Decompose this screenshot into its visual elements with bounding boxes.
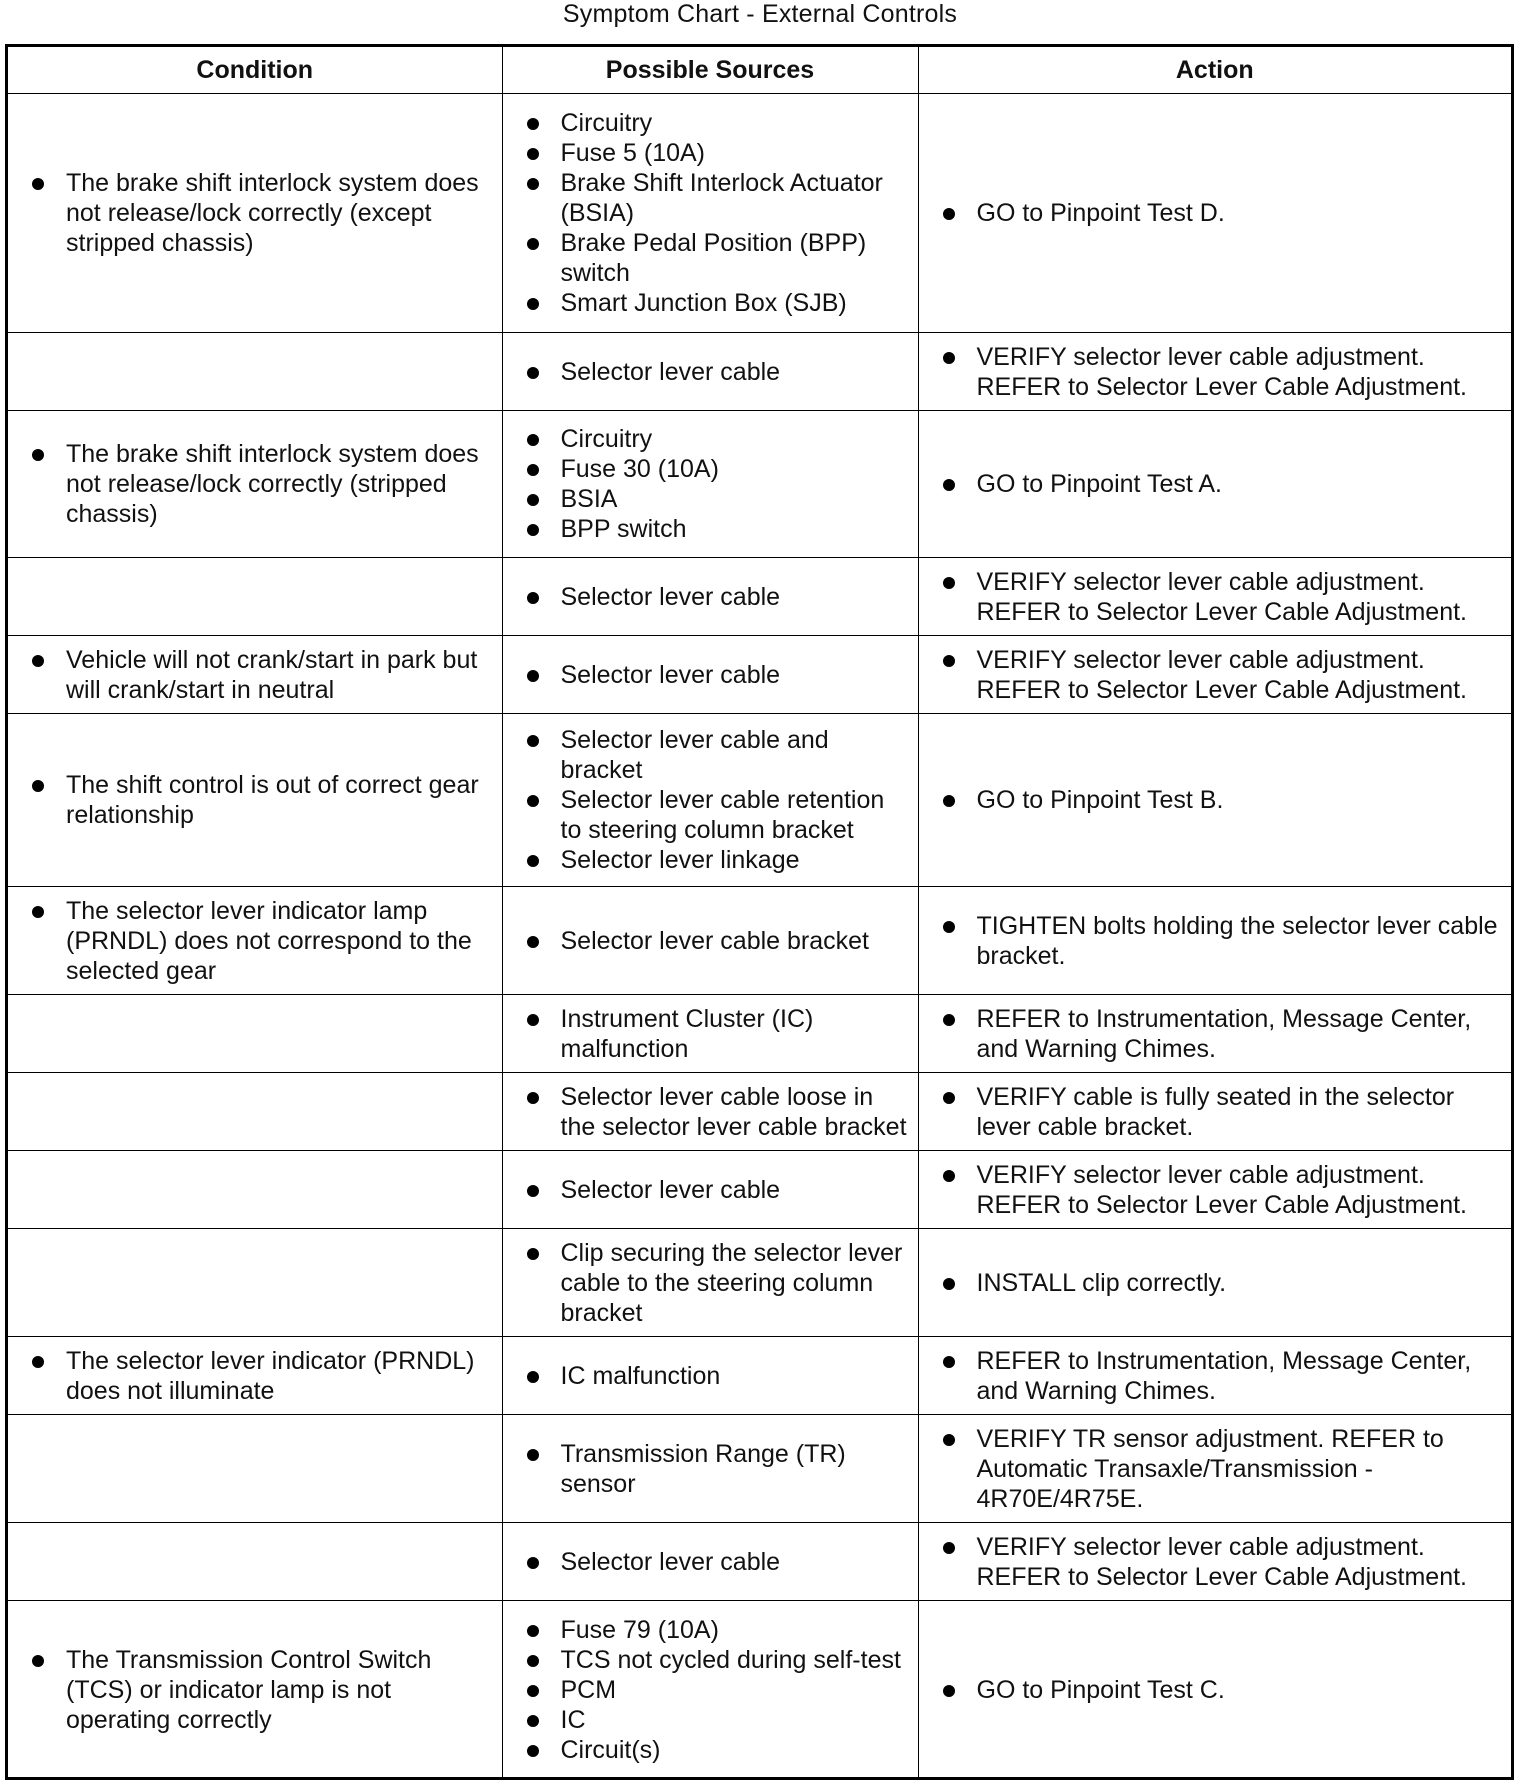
source-item: Selector lever cable loose in the selector lever cable bracket [561,1082,910,1142]
source-item: Selector lever cable and bracket [561,725,910,785]
condition-cell [8,1229,502,1337]
action-cell [918,714,1511,887]
source-item: BSIA [561,484,910,514]
source-item: Transmission Range (TR) sensor [561,1439,910,1499]
source-item: Instrument Cluster (IC) malfunction [561,1004,910,1064]
source-item: Selector lever cable retention to steering column bracket [561,785,910,845]
sources-cell [502,1151,918,1229]
condition-cell [8,1073,502,1151]
sources-cell [502,1523,918,1601]
source-item: Selector lever cable bracket [561,926,910,956]
condition-cell [8,333,502,411]
action-cell [918,1523,1511,1601]
condition-text: The Transmission Control Switch (TCS) or indicator lamp is not operating correctly [66,1645,488,1735]
condition-text: The selector lever indicator lamp (PRNDL) does not correspond to the selected gear [66,896,488,986]
source-item: Selector lever cable [561,582,910,612]
source-item: PCM [561,1675,910,1705]
source-item: Circuitry [561,108,910,138]
action-cell [918,411,1511,558]
sources-cell [502,636,918,714]
sources-cell [502,558,918,636]
condition-cell [8,1151,502,1229]
condition-cell [8,558,502,636]
table-row [8,636,1511,714]
condition-text: The shift control is out of correct gear relationship [66,770,488,830]
source-item: Circuit(s) [561,1735,910,1765]
action-item: REFER to Instrumentation, Message Center, and Warning Chimes. [977,1346,1504,1406]
source-item: Selector lever cable [561,1175,910,1205]
action-cell [918,1415,1511,1523]
source-item: Selector lever cable [561,660,910,690]
table-body [8,94,1511,1780]
sources-cell [502,1073,918,1151]
symptom-table-frame [5,44,1514,1780]
source-item: Fuse 79 (10A) [561,1615,910,1645]
action-cell [918,1601,1511,1780]
table-row [8,558,1511,636]
table-row [8,887,1511,995]
sources-cell [502,411,918,558]
sources-cell [502,1601,918,1780]
condition-cell [8,1337,502,1415]
condition-cell [8,1415,502,1523]
condition-text: Vehicle will not crank/start in park but will crank/start in neutral [66,645,488,705]
action-cell [918,887,1511,995]
source-item: Brake Pedal Position (BPP) switch [561,228,910,288]
table-row [8,333,1511,411]
action-item: TIGHTEN bolts holding the selector lever cable bracket. [977,911,1504,971]
action-cell [918,1073,1511,1151]
action-item: VERIFY cable is fully seated in the selector lever cable bracket. [977,1082,1504,1142]
table-row [8,1151,1511,1229]
condition-cell [8,1601,502,1780]
sources-cell [502,94,918,333]
source-item: Smart Junction Box (SJB) [561,288,910,318]
source-item: Fuse 5 (10A) [561,138,910,168]
table-row [8,1073,1511,1151]
sources-cell [502,995,918,1073]
action-item: GO to Pinpoint Test D. [977,198,1504,228]
action-item: GO to Pinpoint Test A. [977,469,1504,499]
action-cell [918,1337,1511,1415]
table-row [8,411,1511,558]
condition-cell [8,887,502,995]
condition-text: The brake shift interlock system does not release/lock correctly (except stripped chassis) [66,168,488,258]
chart-title: Symptom Chart - External Controls [562,0,958,28]
source-item: Selector lever cable [561,357,910,387]
sources-cell [502,1337,918,1415]
sources-cell [502,714,918,887]
sources-cell [502,1229,918,1337]
condition-cell [8,94,502,333]
action-cell [918,1151,1511,1229]
symptom-table [8,47,1511,1779]
source-item: Circuitry [561,424,910,454]
condition-text: The brake shift interlock system does not release/lock correctly (stripped chassis) [66,439,488,529]
table-row [8,1415,1511,1523]
condition-cell [8,411,502,558]
action-item: VERIFY TR sensor adjustment. REFER to Automatic Transaxle/Transmission - 4R70E/4R75E. [977,1424,1504,1514]
table-row [8,1337,1511,1415]
sources-cell [502,887,918,995]
action-item: VERIFY selector lever cable adjustment. REFER to Selector Lever Cable Adjustment. [977,1532,1504,1592]
action-item: VERIFY selector lever cable adjustment. REFER to Selector Lever Cable Adjustment. [977,342,1504,402]
table-row [8,714,1511,887]
condition-cell [8,1523,502,1601]
action-item: GO to Pinpoint Test C. [977,1675,1504,1705]
condition-cell [8,636,502,714]
action-item: GO to Pinpoint Test B. [977,785,1504,815]
sources-cell [502,1415,918,1523]
source-item: IC [561,1705,910,1735]
source-item: Clip securing the selector lever cable to the steering column bracket [561,1238,910,1328]
action-cell [918,333,1511,411]
action-item: INSTALL clip correctly. [977,1268,1504,1298]
table-row [8,94,1511,333]
table-row [8,1523,1511,1601]
action-cell [918,636,1511,714]
action-item: REFER to Instrumentation, Message Center, and Warning Chimes. [977,1004,1504,1064]
table-row [8,1601,1511,1780]
action-item: VERIFY selector lever cable adjustment. REFER to Selector Lever Cable Adjustment. [977,645,1504,705]
source-item: Brake Shift Interlock Actuator (BSIA) [561,168,910,228]
source-item: BPP switch [561,514,910,544]
source-item: Selector lever linkage [561,845,910,875]
table-row [8,1229,1511,1337]
condition-cell [8,995,502,1073]
condition-text: The selector lever indicator (PRNDL) does not illuminate [66,1346,488,1406]
source-item: TCS not cycled during self-test [561,1645,910,1675]
action-cell [918,1229,1511,1337]
action-item: VERIFY selector lever cable adjustment. REFER to Selector Lever Cable Adjustment. [977,1160,1504,1220]
source-item: Fuse 30 (10A) [561,454,910,484]
action-cell [918,94,1511,333]
table-row [8,995,1511,1073]
table-header-row [8,47,1511,94]
source-item: IC malfunction [561,1361,910,1391]
condition-cell [8,714,502,887]
header-possible-sources: Possible Sources [502,47,918,94]
action-cell [918,995,1511,1073]
header-condition: Condition [8,47,502,94]
header-action: Action [918,47,1511,94]
source-item: Selector lever cable [561,1547,910,1577]
action-cell [918,558,1511,636]
sources-cell [502,333,918,411]
action-item: VERIFY selector lever cable adjustment. REFER to Selector Lever Cable Adjustment. [977,567,1504,627]
